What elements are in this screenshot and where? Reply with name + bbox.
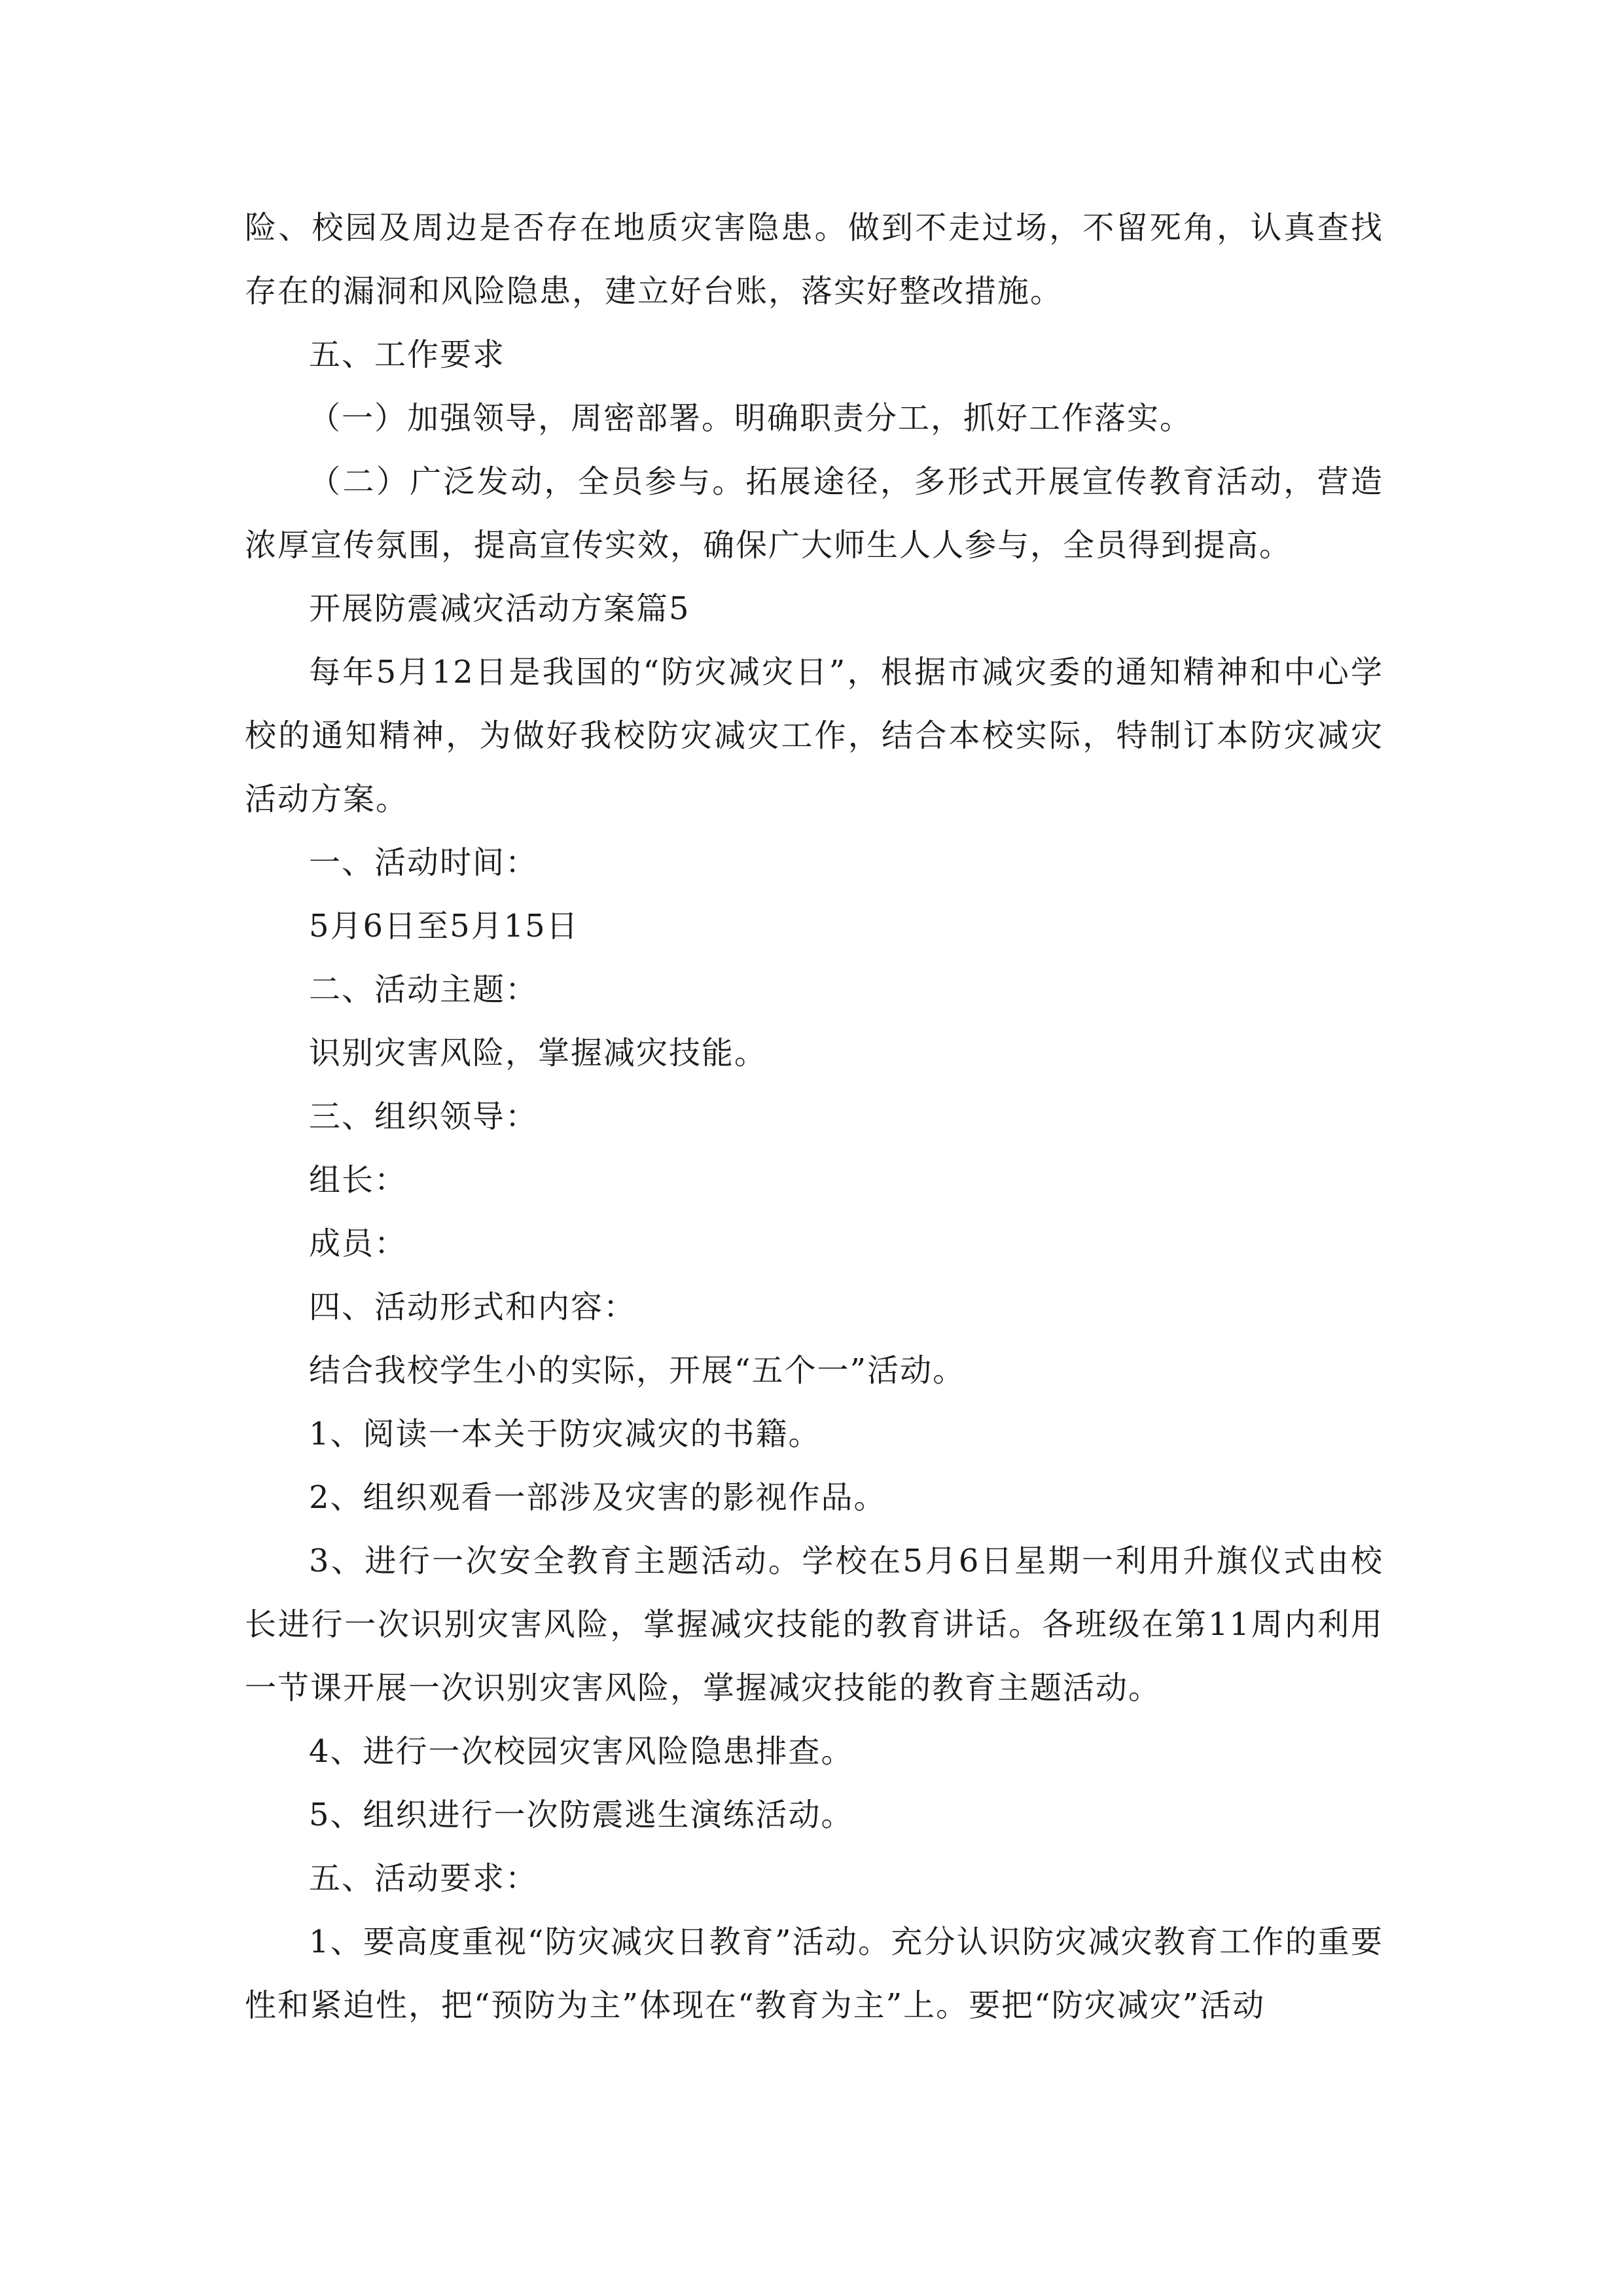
- paragraph: 每年5月12日是我国的“防灾减灾日”，根据市减灾委的通知精神和中心学校的通知精神，为做好我校防灾减灾工作，结合本校实际，特制订本防灾减灾活动方案。: [245, 654, 1383, 817]
- section-heading: 二、活动主题：: [309, 971, 539, 1008]
- section-heading: 一、活动时间：: [309, 844, 539, 881]
- document-title: 开展防震减灾活动方案篇5: [309, 590, 690, 627]
- list-item: 1、要高度重视“防灾减灾日教育”活动。充分认识防灾减灾教育工作的重要性和紧迫性，把“预防为主”体现在“教育为主”上。要把“防灾减灾”活动: [245, 1924, 1383, 2024]
- section-heading: 五、活动要求：: [309, 1860, 539, 1897]
- section-heading: 五、工作要求: [309, 336, 506, 373]
- paragraph: 结合我校学生小的实际，开展“五个一”活动。: [309, 1352, 966, 1389]
- list-item: 3、进行一次安全教育主题活动。学校在5月6日星期一利用升旗仪式由校长进行一次识别灾害风险，掌握减灾技能的教育讲话。各班级在第11周内利用一节课开展一次识别灾害风险，掌握减灾技能的教育主题活动。: [245, 1543, 1383, 1706]
- paragraph: 5月6日至5月15日: [309, 908, 579, 944]
- paragraph: （二）广泛发动，全员参与。拓展途径，多形式开展宣传教育活动，营造浓厚宣传氛围，提高宣传实效，确保广大师生人人参与，全员得到提高。: [245, 463, 1383, 564]
- list-item: 4、进行一次校园灾害风险隐患排查。: [309, 1733, 854, 1770]
- list-item: 2、组织观看一部涉及灾害的影视作品。: [309, 1479, 887, 1516]
- paragraph: 险、校园及周边是否存在地质灾害隐患。做到不走过场，不留死角，认真查找存在的漏洞和风险隐患，建立好台账，落实好整改措施。: [245, 209, 1383, 310]
- section-heading: 四、活动形式和内容：: [309, 1289, 637, 1325]
- paragraph: 成员：: [309, 1225, 408, 1262]
- paragraph: 识别灾害风险，掌握减灾技能。: [309, 1035, 768, 1071]
- paragraph: 组长：: [309, 1162, 408, 1198]
- document-body: [245, 196, 1383, 2037]
- list-item: 5、组织进行一次防震逃生演练活动。: [309, 1797, 854, 1833]
- paragraph: （一）加强领导，周密部署。明确职责分工，抓好工作落实。: [309, 400, 1193, 437]
- section-heading: 三、组织领导：: [309, 1098, 539, 1135]
- list-item: 1、阅读一本关于防灾减灾的书籍。: [309, 1416, 821, 1452]
